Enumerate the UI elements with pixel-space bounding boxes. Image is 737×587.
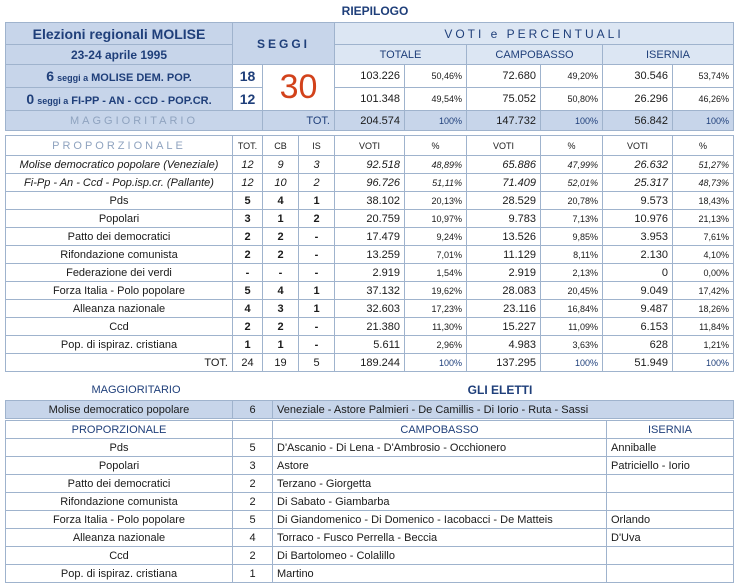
total-seats: 30 (263, 65, 335, 111)
percent-total: 20,13% (405, 192, 467, 210)
percent-total: 7,01% (405, 246, 467, 264)
percent-isernia: 0,00% (673, 264, 734, 282)
percent-campobasso: 47,99% (541, 156, 603, 174)
coalition-row (6, 88, 734, 111)
eletti-maggioritario-row (6, 401, 734, 419)
votes: 72.680 (467, 65, 541, 88)
party-name: Molise democratico popolare (Veneziale) (6, 156, 233, 174)
col-voti: VOTI (603, 136, 673, 156)
percent: 100% (405, 111, 467, 131)
eletti-row (6, 457, 734, 475)
col-pct: % (405, 136, 467, 156)
elected-isernia (607, 475, 734, 493)
elected-campobasso: Torraco - Fusco Perrella - Beccia (273, 529, 607, 547)
elected-count: 3 (233, 457, 273, 475)
votes: 189.244 (335, 354, 405, 372)
maggioritario-label: MAGGIORITARIO (6, 111, 263, 131)
votes-campobasso: 65.886 (467, 156, 541, 174)
percent: 46,26% (673, 88, 734, 111)
eletti-proportional-table (5, 420, 734, 583)
party-name: Alleanza nazionale (6, 529, 233, 547)
party-row (6, 318, 734, 336)
elected-campobasso: Di Sabato - Giambarba (273, 493, 607, 511)
votes: 56.842 (603, 111, 673, 131)
percent: 49,20% (541, 65, 603, 88)
elected-count: 6 (233, 401, 273, 419)
col-tot: TOT. (233, 136, 263, 156)
seats-tot: 2 (233, 246, 263, 264)
votes-total: 32.603 (335, 300, 405, 318)
party-name: Alleanza nazionale (6, 300, 233, 318)
elected-count: 5 (233, 511, 273, 529)
coalition-table (5, 64, 734, 131)
percent-campobasso: 2,13% (541, 264, 603, 282)
votes-total: 38.102 (335, 192, 405, 210)
votes-isernia: 6.153 (603, 318, 673, 336)
percent-isernia: 21,13% (673, 210, 734, 228)
percent-isernia: 18,26% (673, 300, 734, 318)
summary-table (5, 22, 734, 65)
seats-is: 1 (299, 300, 335, 318)
percent: 100% (673, 111, 734, 131)
eletti-isernia-label: ISERNIA (607, 421, 734, 439)
seats-is: - (299, 318, 335, 336)
votes-isernia: 0 (603, 264, 673, 282)
col-is: IS (299, 136, 335, 156)
percent-isernia: 18,43% (673, 192, 734, 210)
col-pct: % (673, 136, 734, 156)
percent-total: 17,23% (405, 300, 467, 318)
elected-count: 1 (233, 565, 273, 583)
votes-campobasso: 2.919 (467, 264, 541, 282)
votes-total: 5.611 (335, 336, 405, 354)
proportional-header-row (6, 136, 734, 156)
seats-cb: 1 (263, 336, 299, 354)
votes-campobasso: 9.783 (467, 210, 541, 228)
party-row (6, 210, 734, 228)
party-name: Forza Italia - Polo popolare (6, 282, 233, 300)
percent-isernia: 1,21% (673, 336, 734, 354)
eletti-maggioritario-table (5, 400, 734, 419)
percent-campobasso: 7,13% (541, 210, 603, 228)
votes-total: 92.518 (335, 156, 405, 174)
party-name: Pds (6, 439, 233, 457)
votes-total: 37.132 (335, 282, 405, 300)
votes-campobasso: 11.129 (467, 246, 541, 264)
party-name: Forza Italia - Polo popolare (6, 511, 233, 529)
eletti-row (6, 439, 734, 457)
party-name: Ccd (6, 547, 233, 565)
percent: 100% (541, 111, 603, 131)
percent-isernia: 17,42% (673, 282, 734, 300)
votes-isernia: 3.953 (603, 228, 673, 246)
proportional-total-row (6, 354, 734, 372)
seats-cb: 2 (263, 246, 299, 264)
seats-tot: 2 (233, 228, 263, 246)
eletti-row (6, 547, 734, 565)
percent-campobasso: 11,09% (541, 318, 603, 336)
votes-isernia: 9.573 (603, 192, 673, 210)
votes-isernia: 10.976 (603, 210, 673, 228)
percent-total: 48,89% (405, 156, 467, 174)
percent-total: 10,97% (405, 210, 467, 228)
votes-isernia: 628 (603, 336, 673, 354)
votes-total: 13.259 (335, 246, 405, 264)
elected-campobasso: D'Ascanio - Di Lena - D'Ambrosio - Occhionero (273, 439, 607, 457)
voti-header: VOTI e PERCENTUALI (335, 23, 734, 45)
seats-tot: - (233, 264, 263, 282)
elected-isernia: Anniballe (607, 439, 734, 457)
seats-tot: 24 (233, 354, 263, 372)
percent-campobasso: 8,11% (541, 246, 603, 264)
eletti-row (6, 493, 734, 511)
party-row (6, 336, 734, 354)
coalition-name: 0 seggi a FI-PP - AN - CCD - POP.CR. (6, 88, 233, 111)
eletti-maggioritario-label: MAGGIORITARIO (91, 384, 181, 396)
eletti-row (6, 511, 734, 529)
col-voti: VOTI (467, 136, 541, 156)
percent-total: 2,96% (405, 336, 467, 354)
seats-is: 1 (299, 282, 335, 300)
maggioritario-total-row (6, 111, 734, 131)
seats-tot: 2 (233, 318, 263, 336)
coalition-seats: 18 (233, 65, 263, 88)
percent-isernia: 48,73% (673, 174, 734, 192)
list-row (6, 156, 734, 174)
election-date: 23-24 aprile 1995 (6, 45, 233, 65)
seats-cb: 19 (263, 354, 299, 372)
eletti-proportional-header (6, 421, 734, 439)
votes-isernia: 2.130 (603, 246, 673, 264)
votes-isernia: 26.632 (603, 156, 673, 174)
percent-campobasso: 20,45% (541, 282, 603, 300)
percent-campobasso: 20,78% (541, 192, 603, 210)
eletti-row (6, 475, 734, 493)
seats-tot: 12 (233, 174, 263, 192)
votes-campobasso: 28.529 (467, 192, 541, 210)
proporzionale-label: PROPORZIONALE (6, 136, 233, 156)
eletti-title: GLI ELETTI (467, 383, 533, 397)
campobasso-header: CAMPOBASSO (467, 45, 603, 65)
elected-campobasso: Di Giandomenico - Di Domenico - Iacobacci - De Matteis (273, 511, 607, 529)
percent-isernia: 11,84% (673, 318, 734, 336)
votes: 147.732 (467, 111, 541, 131)
percent-campobasso: 16,84% (541, 300, 603, 318)
party-row (6, 192, 734, 210)
party-name: Patto dei democratici (6, 475, 233, 493)
elected-isernia (607, 493, 734, 511)
col-cb: CB (263, 136, 299, 156)
votes: 26.296 (603, 88, 673, 111)
seats-cb: 2 (263, 228, 299, 246)
eletti-row (6, 565, 734, 583)
eletti-proporzionale-label: PROPORZIONALE (6, 421, 233, 439)
party-name: Ccd (6, 318, 233, 336)
seggi-header: SEGGI (233, 23, 335, 65)
party-row (6, 300, 734, 318)
percent-total: 51,11% (405, 174, 467, 192)
votes: 204.574 (335, 111, 405, 131)
elected-isernia (607, 547, 734, 565)
votes: 137.295 (467, 354, 541, 372)
percent: 100% (541, 354, 603, 372)
percent-total: 9,24% (405, 228, 467, 246)
votes: 51.949 (603, 354, 673, 372)
percent: 50,46% (405, 65, 467, 88)
list-name: Molise democratico popolare (6, 401, 233, 419)
tot-label: TOT. (6, 354, 233, 372)
party-row (6, 228, 734, 246)
col-pct: % (541, 136, 603, 156)
seats-tot: 1 (233, 336, 263, 354)
seats-tot: 5 (233, 282, 263, 300)
seats-is: - (299, 228, 335, 246)
eletti-campobasso-label: CAMPOBASSO (273, 421, 607, 439)
percent-campobasso: 52,01% (541, 174, 603, 192)
seats-cb: 2 (263, 318, 299, 336)
party-name: Pop. di ispiraz. cristiana (6, 565, 233, 583)
col-voti: VOTI (335, 136, 405, 156)
votes-isernia: 9.487 (603, 300, 673, 318)
party-name: Pop. di ispiraz. cristiana (6, 336, 233, 354)
party-name: Pds (6, 192, 233, 210)
percent-isernia: 51,27% (673, 156, 734, 174)
votes-total: 17.479 (335, 228, 405, 246)
elected-campobasso: Terzano - Giorgetta (273, 475, 607, 493)
votes-campobasso: 15.227 (467, 318, 541, 336)
seats-is: - (299, 336, 335, 354)
seats-cb: 1 (263, 210, 299, 228)
percent-total: 19,62% (405, 282, 467, 300)
seats-is: 1 (299, 192, 335, 210)
votes-total: 21.380 (335, 318, 405, 336)
votes: 101.348 (335, 88, 405, 111)
elected-count: 2 (233, 493, 273, 511)
party-name: Popolari (6, 457, 233, 475)
votes-campobasso: 23.116 (467, 300, 541, 318)
seats-tot: 12 (233, 156, 263, 174)
votes-isernia: 25.317 (603, 174, 673, 192)
seats-tot: 5 (233, 192, 263, 210)
elected-isernia (607, 565, 734, 583)
party-row (6, 282, 734, 300)
elected-campobasso: Martino (273, 565, 607, 583)
tot-label: TOT. (263, 111, 335, 131)
elected-isernia: D'Uva (607, 529, 734, 547)
elected-count: 2 (233, 475, 273, 493)
percent-campobasso: 3,63% (541, 336, 603, 354)
party-name: Patto dei democratici (6, 228, 233, 246)
party-name: Rifondazione comunista (6, 246, 233, 264)
votes-campobasso: 28.083 (467, 282, 541, 300)
seats-is: 3 (299, 156, 335, 174)
seats-cb: 4 (263, 192, 299, 210)
seats-is: 2 (299, 174, 335, 192)
percent-total: 11,30% (405, 318, 467, 336)
coalition-name: 6 seggi a MOLISE DEM. POP. (6, 65, 233, 88)
votes-isernia: 9.049 (603, 282, 673, 300)
votes: 75.052 (467, 88, 541, 111)
seats-is: 5 (299, 354, 335, 372)
elected-campobasso: Astore (273, 457, 607, 475)
elected-count: 2 (233, 547, 273, 565)
percent: 100% (673, 354, 734, 372)
coalition-row (6, 65, 734, 88)
coalition-seats: 12 (233, 88, 263, 111)
seats-cb: 10 (263, 174, 299, 192)
seats-cb: 4 (263, 282, 299, 300)
percent-isernia: 4,10% (673, 246, 734, 264)
votes-campobasso: 13.526 (467, 228, 541, 246)
party-name: Federazione dei verdi (6, 264, 233, 282)
seats-tot: 3 (233, 210, 263, 228)
votes-total: 20.759 (335, 210, 405, 228)
party-name: Rifondazione comunista (6, 493, 233, 511)
percent: 50,80% (541, 88, 603, 111)
seats-is: 2 (299, 210, 335, 228)
votes-total: 96.726 (335, 174, 405, 192)
party-name: Popolari (6, 210, 233, 228)
seats-tot: 4 (233, 300, 263, 318)
votes: 30.546 (603, 65, 673, 88)
seats-cb: 3 (263, 300, 299, 318)
party-name: Fi-Pp - An - Ccd - Pop.isp.cr. (Pallante) (6, 174, 233, 192)
seats-is: - (299, 264, 335, 282)
elected-campobasso: Di Bartolomeo - Colalillo (273, 547, 607, 565)
elected-isernia: Orlando (607, 511, 734, 529)
election-title: Elezioni regionali MOLISE (6, 23, 233, 45)
party-row (6, 264, 734, 282)
elected-isernia: Patriciello - Iorio (607, 457, 734, 475)
elected-count: 4 (233, 529, 273, 547)
elected-count: 5 (233, 439, 273, 457)
seats-cb: 9 (263, 156, 299, 174)
percent: 53,74% (673, 65, 734, 88)
percent-campobasso: 9,85% (541, 228, 603, 246)
votes-campobasso: 4.983 (467, 336, 541, 354)
isernia-header: ISERNIA (603, 45, 734, 65)
votes-total: 2.919 (335, 264, 405, 282)
list-row (6, 174, 734, 192)
totale-header: TOTALE (335, 45, 467, 65)
votes-campobasso: 71.409 (467, 174, 541, 192)
eletti-row (6, 529, 734, 547)
percent: 49,54% (405, 88, 467, 111)
seats-is: - (299, 246, 335, 264)
seats-cb: - (263, 264, 299, 282)
riepilogo-title: RIEPILOGO (341, 4, 409, 18)
percent-total: 1,54% (405, 264, 467, 282)
percent-isernia: 7,61% (673, 228, 734, 246)
elected-names: Veneziale - Astore Palmieri - De Camillis - Di Iorio - Ruta - Sassi (273, 401, 734, 419)
percent: 100% (405, 354, 467, 372)
proportional-table (5, 135, 734, 372)
votes: 103.226 (335, 65, 405, 88)
party-row (6, 246, 734, 264)
